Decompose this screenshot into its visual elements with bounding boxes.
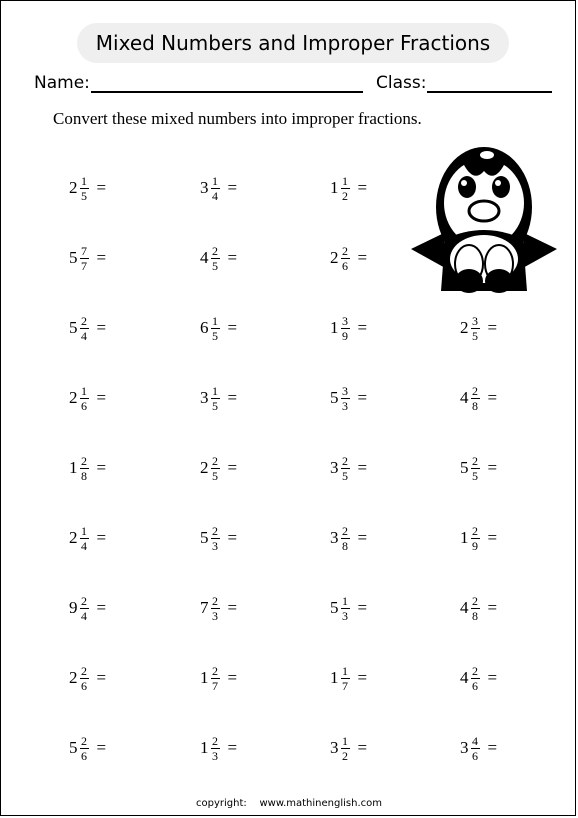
fraction: [80, 595, 89, 622]
equals-sign: =: [96, 598, 107, 617]
problem-item: [200, 453, 237, 483]
problem-item: [200, 593, 237, 623]
problem-item: [330, 453, 367, 483]
fraction: [471, 315, 480, 342]
whole-number: 1: [330, 318, 339, 337]
equals-sign: =: [227, 528, 238, 547]
denominator: 8: [472, 608, 478, 623]
denominator: 7: [212, 678, 218, 693]
fraction: [471, 735, 480, 762]
problem-item: [330, 523, 367, 553]
denominator: 7: [342, 678, 348, 693]
equals-sign: =: [96, 668, 107, 687]
denominator: 4: [81, 328, 87, 343]
fraction: [341, 665, 350, 692]
numerator: 1: [81, 523, 87, 538]
whole-number: 5: [330, 598, 339, 617]
problem-item: [330, 593, 367, 623]
numerator: 2: [81, 453, 87, 468]
name-blank-line[interactable]: [91, 91, 363, 93]
whole-number: 1: [69, 458, 78, 477]
denominator: 9: [472, 538, 478, 553]
denominator: 8: [81, 468, 87, 483]
equals-sign: =: [96, 248, 107, 267]
denominator: 3: [342, 608, 348, 623]
denominator: 6: [472, 678, 478, 693]
problem-item: [200, 383, 237, 413]
denominator: 5: [472, 468, 478, 483]
class-blank-line[interactable]: [427, 91, 552, 93]
whole-number: 2: [69, 668, 78, 687]
problem-item: [460, 733, 497, 763]
equals-sign: =: [357, 738, 368, 757]
equals-sign: =: [357, 388, 368, 407]
equals-sign: =: [357, 458, 368, 477]
fraction: [211, 245, 220, 272]
whole-number: 4: [460, 668, 469, 687]
title-banner: [77, 23, 509, 63]
fraction: [341, 315, 350, 342]
equals-sign: =: [227, 668, 238, 687]
fraction: [211, 525, 220, 552]
numerator: 2: [212, 593, 218, 608]
equals-sign: =: [357, 528, 368, 547]
fraction: [341, 735, 350, 762]
fraction: [80, 315, 89, 342]
equals-sign: =: [487, 668, 498, 687]
fraction: [341, 525, 350, 552]
problem-item: [69, 663, 106, 693]
problem-item: [200, 523, 237, 553]
whole-number: 4: [200, 248, 209, 267]
problem-item: [69, 733, 106, 763]
fraction: [211, 315, 220, 342]
fraction: [341, 385, 350, 412]
numerator: 2: [472, 453, 478, 468]
denominator: 3: [342, 398, 348, 413]
equals-sign: =: [96, 318, 107, 337]
whole-number: 2: [69, 178, 78, 197]
denominator: 6: [81, 398, 87, 413]
fraction: [471, 385, 480, 412]
equals-sign: =: [227, 248, 238, 267]
denominator: 5: [342, 468, 348, 483]
problem-item: [460, 663, 497, 693]
fraction: [471, 665, 480, 692]
problem-item: [200, 663, 237, 693]
class-label: Class:: [376, 73, 427, 93]
problem-item: [200, 173, 237, 203]
whole-number: 3: [200, 388, 209, 407]
whole-number: 5: [69, 738, 78, 757]
denominator: 4: [81, 608, 87, 623]
numerator: 2: [81, 313, 87, 328]
numerator: 2: [342, 243, 348, 258]
equals-sign: =: [357, 668, 368, 687]
equals-sign: =: [487, 598, 498, 617]
equals-sign: =: [227, 738, 238, 757]
whole-number: 3: [460, 738, 469, 757]
fraction: [80, 525, 89, 552]
denominator: 5: [212, 398, 218, 413]
numerator: 2: [472, 383, 478, 398]
problem-item: [200, 733, 237, 763]
numerator: 7: [81, 243, 87, 258]
equals-sign: =: [487, 528, 498, 547]
whole-number: 1: [200, 668, 209, 687]
denominator: 3: [212, 538, 218, 553]
numerator: 2: [342, 453, 348, 468]
equals-sign: =: [227, 458, 238, 477]
problem-item: [460, 453, 497, 483]
equals-sign: =: [357, 178, 368, 197]
numerator: 1: [81, 173, 87, 188]
problem-item: [330, 173, 367, 203]
numerator: 3: [342, 313, 348, 328]
equals-sign: =: [357, 248, 368, 267]
fraction: [211, 665, 220, 692]
equals-sign: =: [487, 388, 498, 407]
numerator: 1: [342, 593, 348, 608]
fraction: [211, 595, 220, 622]
numerator: 2: [472, 593, 478, 608]
numerator: 4: [472, 733, 478, 748]
denominator: 8: [472, 398, 478, 413]
fraction: [471, 525, 480, 552]
numerator: 2: [212, 733, 218, 748]
denominator: 3: [212, 608, 218, 623]
denominator: 3: [212, 748, 218, 763]
numerator: 1: [212, 313, 218, 328]
denominator: 6: [342, 258, 348, 273]
equals-sign: =: [96, 458, 107, 477]
fraction: [80, 665, 89, 692]
fraction: [211, 735, 220, 762]
denominator: 5: [472, 328, 478, 343]
instructions: Convert these mixed numbers into improper fractions.: [53, 109, 422, 128]
denominator: 6: [81, 748, 87, 763]
numerator: 1: [342, 733, 348, 748]
fraction: [80, 735, 89, 762]
page-title: Mixed Numbers and Improper Fractions: [95, 31, 491, 55]
equals-sign: =: [227, 598, 238, 617]
whole-number: 1: [330, 178, 339, 197]
problem-item: [69, 593, 106, 623]
problem-item: [460, 313, 497, 343]
equals-sign: =: [227, 178, 238, 197]
numerator: 2: [81, 593, 87, 608]
denominator: 4: [81, 538, 87, 553]
problem-item: [69, 453, 106, 483]
fraction: [80, 385, 89, 412]
equals-sign: =: [96, 528, 107, 547]
numerator: 1: [342, 173, 348, 188]
whole-number: 1: [460, 528, 469, 547]
numerator: 2: [342, 523, 348, 538]
whole-number: 5: [200, 528, 209, 547]
whole-number: 1: [200, 738, 209, 757]
numerator: 2: [472, 663, 478, 678]
whole-number: 5: [460, 458, 469, 477]
equals-sign: =: [357, 318, 368, 337]
fraction: [341, 245, 350, 272]
numerator: 2: [81, 663, 87, 678]
whole-number: 5: [330, 388, 339, 407]
whole-number: 3: [200, 178, 209, 197]
numerator: 2: [472, 523, 478, 538]
numerator: 3: [342, 383, 348, 398]
numerator: 2: [212, 663, 218, 678]
whole-number: 4: [460, 598, 469, 617]
fraction: [341, 175, 350, 202]
denominator: 2: [342, 748, 348, 763]
problem-item: [330, 243, 367, 273]
whole-number: 2: [460, 318, 469, 337]
numerator: 2: [81, 733, 87, 748]
numerator: 2: [212, 243, 218, 258]
problem-item: [200, 243, 237, 273]
equals-sign: =: [487, 458, 498, 477]
problem-item: [330, 733, 367, 763]
denominator: 9: [342, 328, 348, 343]
equals-sign: =: [96, 738, 107, 757]
whole-number: 3: [330, 458, 339, 477]
denominator: 2: [342, 188, 348, 203]
denominator: 5: [212, 328, 218, 343]
equals-sign: =: [487, 318, 498, 337]
fraction: [80, 455, 89, 482]
numerator: 3: [472, 313, 478, 328]
fraction: [211, 175, 220, 202]
fraction: [80, 175, 89, 202]
name-class-row: [34, 71, 554, 97]
whole-number: 4: [460, 388, 469, 407]
problem-item: [69, 383, 106, 413]
whole-number: 3: [330, 738, 339, 757]
denominator: 7: [81, 258, 87, 273]
equals-sign: =: [96, 388, 107, 407]
denominator: 5: [212, 468, 218, 483]
whole-number: 2: [330, 248, 339, 267]
numerator: 2: [212, 453, 218, 468]
numerator: 1: [212, 173, 218, 188]
whole-number: 2: [200, 458, 209, 477]
denominator: 4: [212, 188, 218, 203]
denominator: 6: [472, 748, 478, 763]
fraction: [471, 455, 480, 482]
denominator: 8: [342, 538, 348, 553]
problem-item: [330, 313, 367, 343]
name-label: Name:: [34, 73, 90, 93]
whole-number: 6: [200, 318, 209, 337]
whole-number: 7: [200, 598, 209, 617]
fraction: [471, 595, 480, 622]
problem-item: [69, 313, 106, 343]
equals-sign: =: [227, 318, 238, 337]
numerator: 2: [212, 523, 218, 538]
denominator: 6: [81, 678, 87, 693]
fraction: [211, 455, 220, 482]
whole-number: 2: [69, 388, 78, 407]
problem-item: [460, 593, 497, 623]
numerator: 1: [342, 663, 348, 678]
whole-number: 5: [69, 248, 78, 267]
whole-number: 9: [69, 598, 78, 617]
penguin-icon: [409, 141, 559, 301]
problem-item: [69, 523, 106, 553]
whole-number: 5: [69, 318, 78, 337]
numerator: 1: [81, 383, 87, 398]
fraction: [80, 245, 89, 272]
equals-sign: =: [227, 388, 238, 407]
copyright-footer: copyright: www.mathinenglish.com: [196, 798, 382, 809]
problem-item: [330, 383, 367, 413]
problem-item: [460, 383, 497, 413]
problem-item: [330, 663, 367, 693]
problem-item: [69, 173, 106, 203]
problem-item: [460, 523, 497, 553]
whole-number: 1: [330, 668, 339, 687]
problem-item: [200, 313, 237, 343]
equals-sign: =: [357, 598, 368, 617]
fraction: [211, 385, 220, 412]
problem-item: [69, 243, 106, 273]
whole-number: 2: [69, 528, 78, 547]
equals-sign: =: [96, 178, 107, 197]
denominator: 5: [81, 188, 87, 203]
denominator: 5: [212, 258, 218, 273]
equals-sign: =: [487, 738, 498, 757]
whole-number: 3: [330, 528, 339, 547]
fraction: [341, 595, 350, 622]
fraction: [341, 455, 350, 482]
numerator: 1: [212, 383, 218, 398]
